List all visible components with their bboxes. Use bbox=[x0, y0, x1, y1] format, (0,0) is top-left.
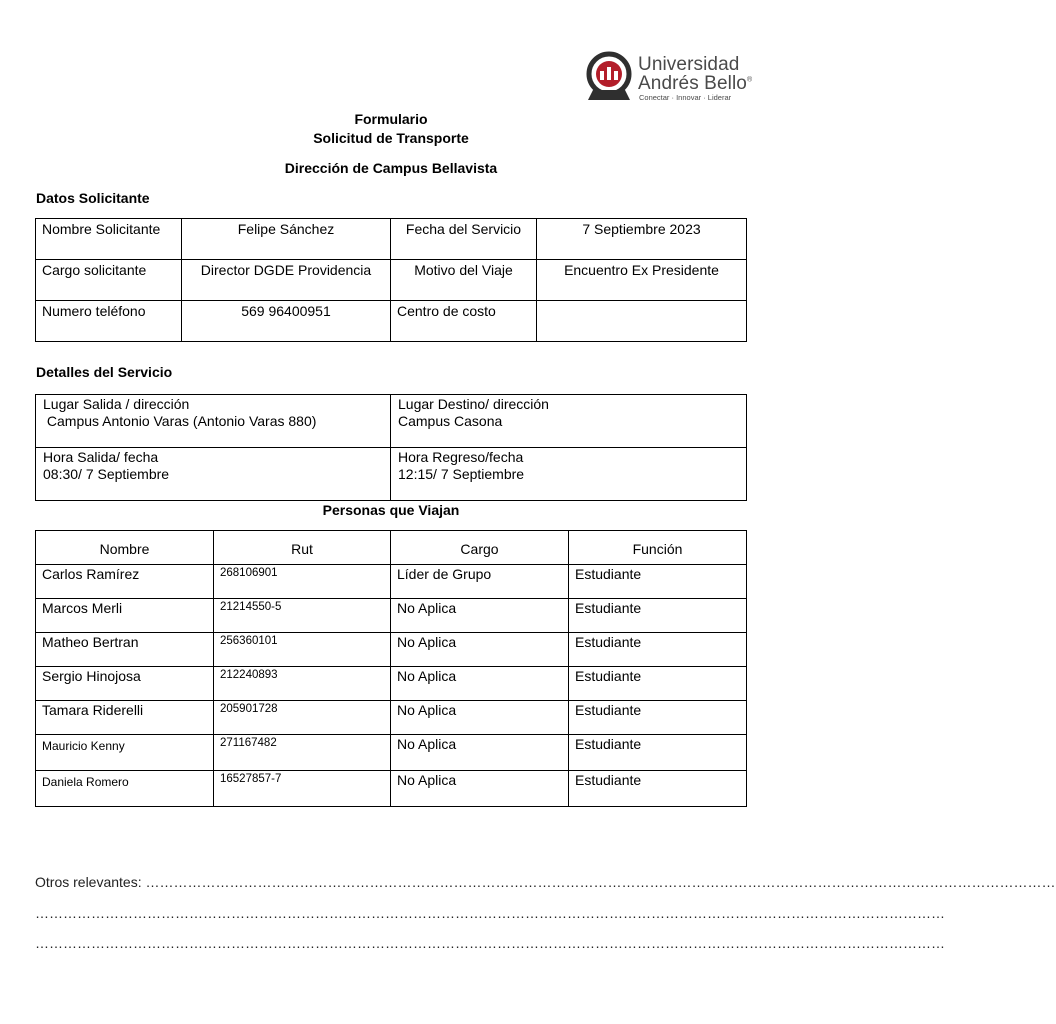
persona-nombre: Tamara Riderelli bbox=[36, 701, 214, 735]
fecha-servicio-value: 7 Septiembre 2023 bbox=[537, 219, 747, 260]
otros-relevantes-blank-line: …………………………………………………………………………………………………………………………………………………………………………… bbox=[35, 905, 945, 921]
lugar-salida-label: Lugar Salida / dirección bbox=[43, 396, 190, 412]
table-row bbox=[36, 667, 747, 701]
table-row bbox=[36, 633, 747, 667]
persona-cargo: No Aplica bbox=[391, 599, 569, 633]
persona-nombre: Carlos Ramírez bbox=[36, 565, 214, 599]
table-row bbox=[36, 735, 747, 771]
hora-regreso-value: 12:15/ 7 Septiembre bbox=[398, 466, 525, 482]
personas-table bbox=[35, 530, 747, 807]
table-row bbox=[36, 701, 747, 735]
persona-funcion: Estudiante bbox=[569, 599, 747, 633]
persona-funcion: Estudiante bbox=[569, 771, 747, 807]
column-header-rut: Rut bbox=[214, 531, 391, 565]
column-header-funcion: Función bbox=[569, 531, 747, 565]
lugar-salida-value: Campus Antonio Varas (Antonio Varas 880) bbox=[43, 413, 317, 429]
persona-funcion: Estudiante bbox=[569, 735, 747, 771]
university-logo bbox=[584, 46, 752, 104]
persona-cargo: No Aplica bbox=[391, 633, 569, 667]
section-personas-viajan: Personas que Viajan bbox=[322, 502, 460, 518]
column-header-cargo: Cargo bbox=[391, 531, 569, 565]
hora-salida-cell bbox=[36, 448, 391, 501]
section-datos-solicitante: Datos Solicitante bbox=[36, 190, 150, 206]
otros-relevantes-blank-line: …………………………………………………………………………………………………………………………………………………………………………… bbox=[35, 935, 945, 951]
persona-rut: 212240893 bbox=[214, 667, 391, 701]
persona-cargo: Líder de Grupo bbox=[391, 565, 569, 599]
hora-salida-label: Hora Salida/ fecha bbox=[43, 449, 159, 465]
persona-nombre: Matheo Bertran bbox=[36, 633, 214, 667]
lugar-salida-cell bbox=[36, 395, 391, 448]
lugar-destino-cell bbox=[391, 395, 747, 448]
lugar-destino-value: Campus Casona bbox=[398, 413, 503, 429]
persona-nombre: Daniela Romero bbox=[36, 771, 214, 807]
table-row bbox=[36, 395, 747, 448]
table-row bbox=[36, 301, 747, 342]
logo-tagline: Conectar · Innovar · Liderar bbox=[639, 93, 732, 102]
lugar-destino-label: Lugar Destino/ dirección bbox=[398, 396, 549, 412]
table-row bbox=[36, 771, 747, 807]
persona-funcion: Estudiante bbox=[569, 667, 747, 701]
persona-rut: 21214550-5 bbox=[214, 599, 391, 633]
table-row bbox=[36, 260, 747, 301]
section-detalles-servicio: Detalles del Servicio bbox=[36, 364, 173, 380]
persona-cargo: No Aplica bbox=[391, 701, 569, 735]
detalles-servicio-table bbox=[35, 394, 747, 501]
persona-nombre: Mauricio Kenny bbox=[36, 735, 214, 771]
cargo-solicitante-value: Director DGDE Providencia bbox=[182, 260, 391, 301]
department-title: Dirección de Campus Bellavista bbox=[284, 160, 498, 176]
motivo-viaje-value: Encuentro Ex Presidente bbox=[537, 260, 747, 301]
persona-rut: 256360101 bbox=[214, 633, 391, 667]
datos-solicitante-table bbox=[35, 218, 747, 342]
hora-regreso-cell bbox=[391, 448, 747, 501]
centro-costo-label: Centro de costo bbox=[391, 301, 537, 342]
logo-university-word: Universidad bbox=[638, 54, 740, 75]
column-header-nombre: Nombre bbox=[36, 531, 214, 565]
motivo-viaje-label: Motivo del Viaje bbox=[391, 260, 537, 301]
nombre-solicitante-label: Nombre Solicitante bbox=[36, 219, 182, 260]
hora-regreso-label: Hora Regreso/fecha bbox=[398, 449, 524, 465]
form-subtitle: Solicitud de Transporte bbox=[313, 130, 469, 146]
otros-relevantes-label: Otros relevantes: bbox=[35, 874, 146, 890]
persona-funcion: Estudiante bbox=[569, 633, 747, 667]
nombre-solicitante-value: Felipe Sánchez bbox=[182, 219, 391, 260]
hora-salida-value: 08:30/ 7 Septiembre bbox=[43, 466, 170, 482]
persona-funcion: Estudiante bbox=[569, 701, 747, 735]
persona-cargo: No Aplica bbox=[391, 771, 569, 807]
otros-relevantes-line bbox=[35, 874, 1056, 890]
table-row bbox=[36, 219, 747, 260]
persona-rut: 16527857-7 bbox=[214, 771, 391, 807]
table-row bbox=[36, 599, 747, 633]
persona-cargo: No Aplica bbox=[391, 667, 569, 701]
persona-nombre: Sergio Hinojosa bbox=[36, 667, 214, 701]
numero-telefono-label: Numero teléfono bbox=[36, 301, 182, 342]
persona-rut: 271167482 bbox=[214, 735, 391, 771]
university-seal-icon bbox=[584, 48, 634, 102]
persona-cargo: No Aplica bbox=[391, 735, 569, 771]
table-row bbox=[36, 565, 747, 599]
centro-costo-value bbox=[537, 301, 747, 342]
persona-rut: 268106901 bbox=[214, 565, 391, 599]
persona-rut: 205901728 bbox=[214, 701, 391, 735]
persona-funcion: Estudiante bbox=[569, 565, 747, 599]
logo-name: Andrés Bello® bbox=[638, 73, 753, 94]
form-title: Formulario bbox=[354, 111, 428, 127]
table-header-row bbox=[36, 531, 747, 565]
table-row bbox=[36, 448, 747, 501]
numero-telefono-value: 569 96400951 bbox=[182, 301, 391, 342]
cargo-solicitante-label: Cargo solicitante bbox=[36, 260, 182, 301]
otros-relevantes-dots: …………………………………………………………………………………………………………………………………………………………………………… bbox=[145, 874, 1056, 890]
persona-nombre: Marcos Merli bbox=[36, 599, 214, 633]
fecha-servicio-label: Fecha del Servicio bbox=[391, 219, 537, 260]
